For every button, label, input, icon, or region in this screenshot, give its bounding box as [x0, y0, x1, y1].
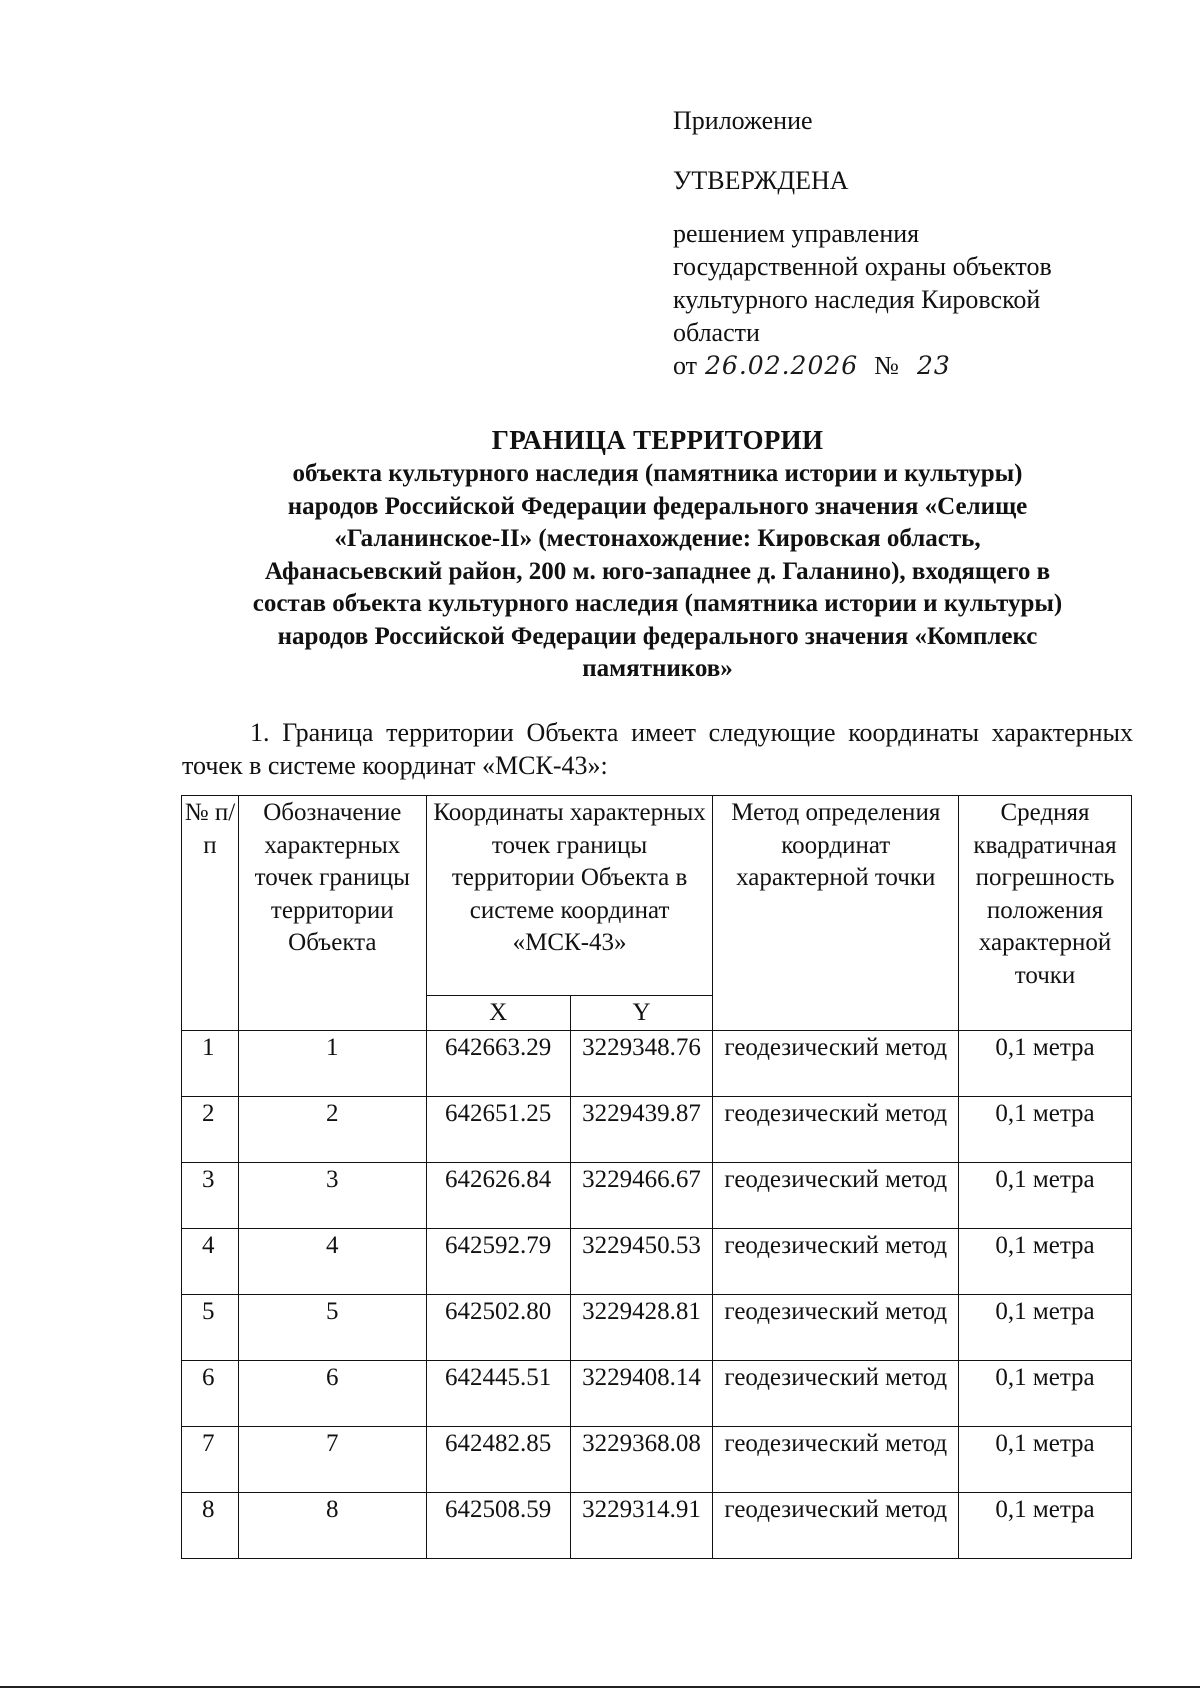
cell-point: 4 — [238, 1228, 426, 1294]
cell-number: 5 — [182, 1294, 239, 1360]
cell-method: геодезический метод — [713, 1228, 959, 1294]
cell-y: 3229466.67 — [570, 1162, 713, 1228]
cell-y: 3229408.14 — [570, 1360, 713, 1426]
cell-number: 1 — [182, 1030, 239, 1096]
page-title: ГРАНИЦА ТЕРРИТОРИИ — [491, 425, 824, 455]
cell-point: 3 — [238, 1162, 426, 1228]
title-subline: состав объекта культурного наследия (памятника истории и культуры) — [252, 590, 1063, 617]
cell-error: 0,1 метра — [959, 1492, 1132, 1558]
header-cell-point-label: Обозначение характерных точек границы территории Объекта — [238, 796, 426, 1031]
cell-x: 642651.25 — [426, 1096, 570, 1162]
handwritten-number: 23 — [916, 351, 951, 380]
cell-number: 7 — [182, 1426, 239, 1492]
approval-date-row — [673, 349, 1113, 382]
cell-error: 0,1 метра — [959, 1030, 1132, 1096]
intro-text: 1. Граница территории Объекта имеет следующие координаты характерных точек в системе координат «МСК-43»: — [182, 718, 1133, 780]
table-row — [182, 1096, 1132, 1162]
title-subline: народов Российской Федерации федерального значения «Селище — [287, 492, 1028, 520]
cell-method: геодезический метод — [713, 1360, 959, 1426]
cell-point: 6 — [238, 1360, 426, 1426]
cell-y: 3229428.81 — [570, 1294, 713, 1360]
cell-error: 0,1 метра — [959, 1096, 1132, 1162]
cell-point: 1 — [238, 1030, 426, 1096]
cell-number: 2 — [182, 1096, 239, 1162]
intro-paragraph — [182, 716, 1133, 782]
cell-x: 642663.29 — [426, 1030, 570, 1096]
coordinates-table — [181, 795, 1132, 1559]
cell-method: геодезический метод — [713, 1096, 959, 1162]
cell-y: 3229368.08 — [570, 1426, 713, 1492]
cell-point: 2 — [238, 1096, 426, 1162]
cell-error: 0,1 метра — [959, 1162, 1132, 1228]
cell-x: 642508.59 — [426, 1492, 570, 1558]
header-cell-number: № п/п — [182, 796, 239, 1031]
approved-label: УТВЕРЖДЕНА — [673, 166, 849, 195]
table-row — [182, 1162, 1132, 1228]
decision-line: решением управления — [673, 219, 920, 248]
title-subline: «Галанинское-II» (местонахождение: Кировская область, — [334, 525, 981, 552]
cell-x: 642592.79 — [426, 1228, 570, 1294]
cell-method: геодезический метод — [713, 1492, 959, 1558]
page-bottom-rule — [0, 1686, 1200, 1688]
cell-point: 8 — [238, 1492, 426, 1558]
decision-line: культурного наследия Кировской — [673, 285, 1041, 314]
table-row — [182, 1294, 1132, 1360]
document-title-block — [160, 422, 1155, 686]
header-cell-y: Y — [570, 996, 713, 1031]
cell-error: 0,1 метра — [959, 1228, 1132, 1294]
cell-error: 0,1 метра — [959, 1426, 1132, 1492]
header-cell-error: Средняя квадратичная погрешность положения характерной точки — [959, 796, 1132, 1031]
title-subline: объекта культурного наследия (памятника истории и культуры) — [292, 460, 1023, 487]
header-cell-coordinates: Координаты характерных точек границы территории Объекта в системе координат «МСК-43» — [426, 796, 713, 996]
title-subline: Афанасьевский район, 200 м. юго-западнее д. Галанино), входящего в — [264, 557, 1051, 585]
title-subline: народов Российской Федерации федерального значения «Комплекс — [277, 622, 1038, 650]
cell-method: геодезический метод — [713, 1294, 959, 1360]
cell-y: 3229348.76 — [570, 1030, 713, 1096]
header-cell-method: Метод определения координат характерной точки — [713, 796, 959, 1031]
header-cell-x: X — [426, 996, 570, 1031]
cell-number: 3 — [182, 1162, 239, 1228]
table-row — [182, 1492, 1132, 1558]
handwritten-date: 26.02.2026 — [705, 351, 859, 380]
cell-method: геодезический метод — [713, 1162, 959, 1228]
date-prefix: от — [673, 351, 698, 380]
cell-error: 0,1 метра — [959, 1294, 1132, 1360]
table-row — [182, 1360, 1132, 1426]
decision-line: области — [673, 318, 760, 347]
cell-method: геодезический метод — [713, 1030, 959, 1096]
cell-number: 6 — [182, 1360, 239, 1426]
approval-stamp-block — [673, 104, 1113, 382]
cell-x: 642626.84 — [426, 1162, 570, 1228]
table-row — [182, 1030, 1132, 1096]
cell-error: 0,1 метра — [959, 1360, 1132, 1426]
cell-x: 642445.51 — [426, 1360, 570, 1426]
table-row — [182, 1426, 1132, 1492]
title-subline: памятников» — [582, 655, 733, 682]
cell-y: 3229450.53 — [570, 1228, 713, 1294]
cell-method: геодезический метод — [713, 1426, 959, 1492]
cell-y: 3229439.87 — [570, 1096, 713, 1162]
cell-number: 8 — [182, 1492, 239, 1558]
cell-y: 3229314.91 — [570, 1492, 713, 1558]
cell-number: 4 — [182, 1228, 239, 1294]
cell-x: 642502.80 — [426, 1294, 570, 1360]
cell-point: 7 — [238, 1426, 426, 1492]
table-header-row — [182, 796, 1132, 996]
appendix-label: Приложение — [673, 106, 813, 135]
cell-point: 5 — [238, 1294, 426, 1360]
cell-x: 642482.85 — [426, 1426, 570, 1492]
decision-line: государственной охраны объектов — [673, 252, 1052, 281]
table-row — [182, 1228, 1132, 1294]
number-sign: № — [874, 351, 899, 380]
